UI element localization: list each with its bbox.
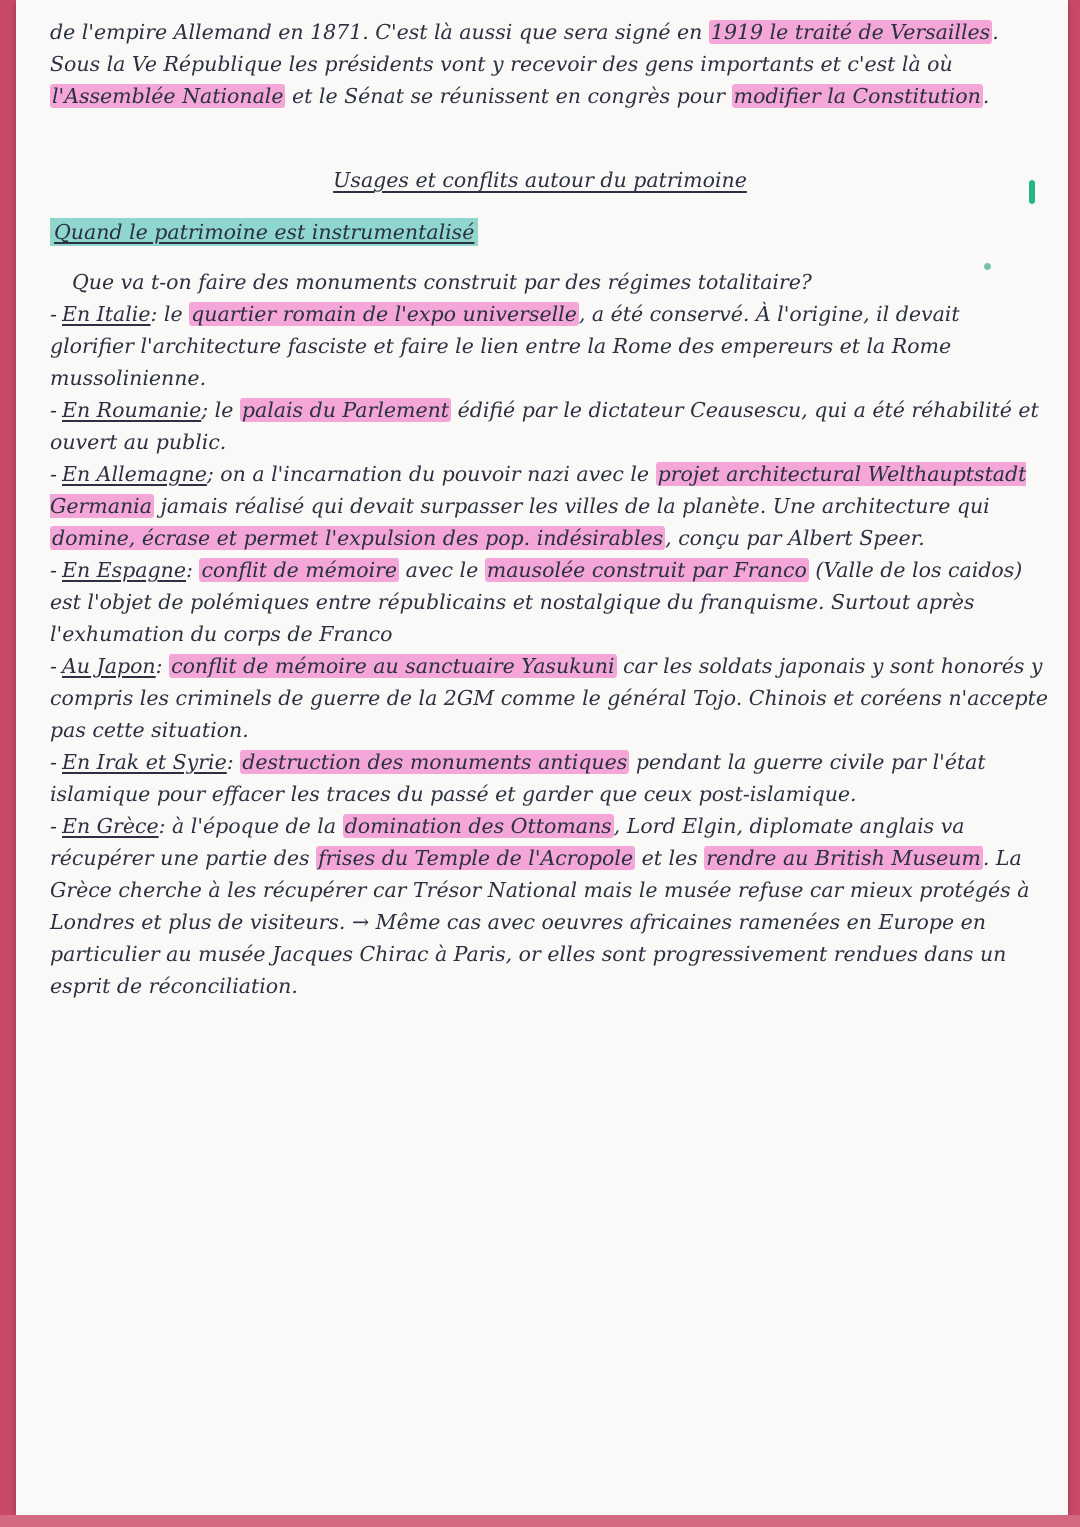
page-content — [50, 16, 1050, 1002]
item-highlight: conflit de mémoire — [201, 558, 398, 582]
item-highlight: domination des Ottomans — [344, 814, 612, 838]
item-highlight: destruction des monuments antiques — [242, 750, 628, 774]
item-highlight: projet architectural Welthauptstadt Germania — [50, 462, 1027, 518]
intro-text-4: . — [982, 84, 990, 108]
item-sep: : — [185, 558, 193, 582]
item-text: édifié par le dictateur Ceausescu, qui a été réhabilité et ouvert au public. — [50, 398, 1039, 454]
item-highlight: palais du Parlement — [241, 398, 450, 422]
item-highlight: conflit de mémoire au sanctuaire Yasukuni — [171, 654, 615, 678]
item-text: car les soldats japonais y sont honorés y compris les criminels de guerre de la 2GM comme le général Tojo. Chinois et coréens n'accepte pas cette situation. — [50, 654, 1049, 742]
item-sep: ; on a l'incarnation du pouvoir nazi avec le — [206, 462, 650, 486]
country-label: En Roumanie — [62, 398, 202, 422]
item-sep: : — [155, 654, 163, 678]
item-text: (Valle de los caidos) est l'objet de polémiques entre républicains et nostalgique du franquisme. Surtout après l'exhumation du corps de Franco — [50, 558, 1023, 646]
item-text: et les — [641, 846, 698, 870]
notebook-page — [16, 0, 1068, 1515]
item-text: . La Grèce cherche à les récupérer car Trésor National mais le musée refuse car mieux protégés à Londres et plus de visiteurs. → Même cas avec oeuvres africaines ramenées en Europe en particulier au musée Jacques Chirac à Paris, or elles sont progressivement rendues dans un esprit de réconciliation. — [50, 846, 1030, 998]
item-text: pendant la guerre civile par l'état islamique pour effacer les traces du passé et garder que ceux post-islamique. — [50, 750, 986, 806]
item-highlight: frises du Temple de l'Acropole — [318, 846, 634, 870]
intro-paragraph — [50, 16, 1050, 112]
section-heading-text: Quand le patrimoine est instrumentalisé — [50, 218, 478, 246]
item-highlight: domine, écrase et permet l'expulsion des pop. indésirables — [52, 526, 664, 550]
country-label: En Espagne — [62, 558, 186, 582]
list-item-roumanie: - En Roumanie; le palais du Parlement édifié par le dictateur Ceausescu, qui a été réhabilité et ouvert au public. — [50, 398, 1039, 454]
item-highlight: rendre au British Museum — [706, 846, 981, 870]
question-line: Que va t-on faire des monuments construit par des régimes totalitaire? — [72, 270, 812, 294]
page-title — [50, 164, 1050, 196]
country-label: En Allemagne — [62, 462, 207, 486]
item-sep: : le — [150, 302, 183, 326]
item-highlight: quartier romain de l'expo universelle — [191, 302, 577, 326]
intro-highlight-assemblee: l'Assemblée Nationale — [52, 84, 284, 108]
item-highlight: mausolée construit par Franco — [486, 558, 807, 582]
item-sep: : à l'époque de la — [158, 814, 337, 838]
list-item-japon: - Au Japon: conflit de mémoire au sanctuaire Yasukuni car les soldats japonais y sont honorés y compris les criminels de guerre de la 2GM comme le général Tojo. Chinois et coréens n'accepte pas cette situation. — [50, 654, 1049, 742]
intro-highlight-constitution: modifier la Constitution — [733, 84, 981, 108]
list-item-italie: - En Italie: le quartier romain de l'expo universelle, a été conservé. À l'origine, il devait glorifier l'architecture fasciste et faire le lien entre la Rome des empereurs et la Rome mussolinienne. — [50, 302, 960, 390]
item-sep: ; le — [201, 398, 234, 422]
intro-text-1: de l'empire Allemand en 1871. C'est là aussi que sera signé en — [50, 20, 703, 44]
intro-highlight-versailles: 1919 le traité de Versailles — [710, 20, 991, 44]
intro-text-3: et le Sénat se réunissent en congrès pour — [292, 84, 726, 108]
list-item-irak-syrie: - En Irak et Syrie: destruction des monuments antiques pendant la guerre civile par l'état islamique pour effacer les traces du passé et garder que ceux post-islamique. — [50, 750, 986, 806]
country-label: En Grèce — [62, 814, 159, 838]
intro-text-2: . Sous la Ve République les présidents vont y recevoir des gens importants et c'est là où — [50, 20, 999, 76]
country-label: En Italie — [62, 302, 151, 326]
item-text: , conçu par Albert Speer. — [665, 526, 925, 550]
item-text: avec le — [405, 558, 479, 582]
background-border — [0, 1515, 1080, 1527]
item-text: jamais réalisé qui devait surpasser les villes de la planète. Une architecture qui — [160, 494, 990, 518]
country-label: Au Japon — [62, 654, 156, 678]
section-heading — [50, 216, 1050, 248]
list-item-allemagne: - En Allemagne; on a l'incarnation du pouvoir nazi avec le projet architectural Welthauptstadt Germania jamais réalisé qui devait surpasser les villes de la planète. Une architecture qui domine, écrase et permet l'expulsion des pop. indésirables, conçu par Albert Speer. — [50, 462, 1027, 550]
page-title-text: Usages et conflits autour du patrimoine — [333, 168, 747, 192]
list-item-espagne: - En Espagne: conflit de mémoire avec le mausolée construit par Franco (Valle de los caidos) est l'objet de polémiques entre républicains et nostalgique du franquisme. Surtout après l'exhumation du corps de Franco — [50, 558, 1023, 646]
list-item-grece: - En Grèce: à l'époque de la domination des Ottomans, Lord Elgin, diplomate anglais va récupérer une partie des frises du Temple de l'Acropole et les rendre au British Museum. La Grèce cherche à les récupérer car Trésor National mais le musée refuse car mieux protégés à Londres et plus de visiteurs. → Même cas avec oeuvres africaines ramenées en Europe en particulier au musée Jacques Chirac à Paris, or elles sont progressivement rendues dans un esprit de réconciliation. — [50, 814, 1030, 998]
item-sep: : — [226, 750, 234, 774]
item-text: , Lord Elgin, diplomate anglais va récupérer une partie des — [50, 814, 965, 870]
item-text: , a été conservé. À l'origine, il devait glorifier l'architecture fasciste et faire le lien entre la Rome des empereurs et la Rome mussolinienne. — [50, 302, 960, 390]
country-label: En Irak et Syrie — [62, 750, 227, 774]
